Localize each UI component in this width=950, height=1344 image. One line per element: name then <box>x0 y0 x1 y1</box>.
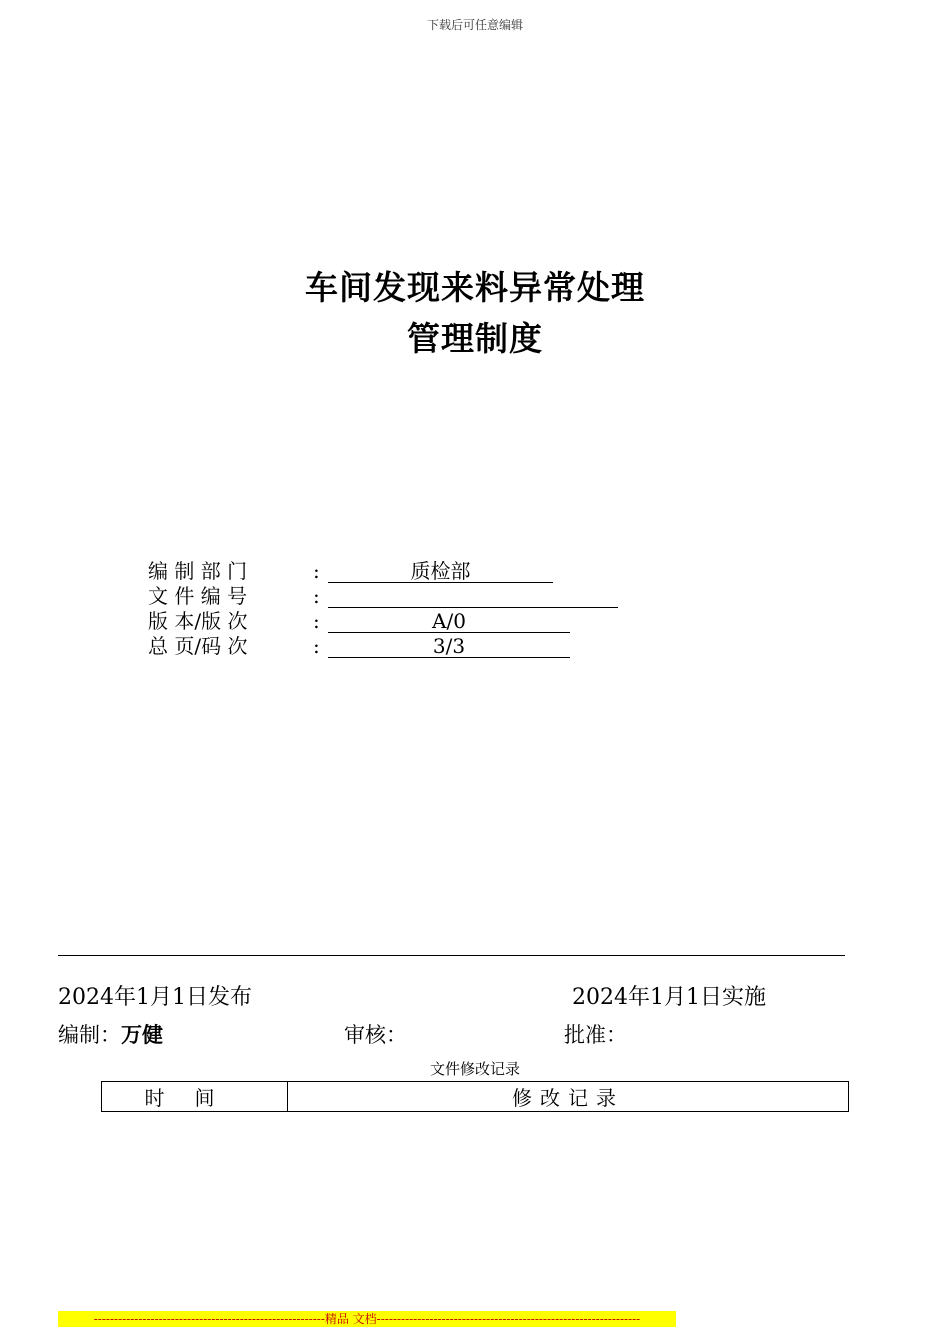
info-colon: : <box>313 559 320 583</box>
revision-header-row <box>102 1082 849 1112</box>
issue-date: 2024年1月1日发布 <box>58 985 252 1010</box>
info-row-pages <box>148 633 466 659</box>
info-label-doc-no: 文 件 编 号 <box>148 584 248 608</box>
info-row-dept <box>148 558 471 584</box>
revision-caption: 文件修改记录 <box>429 1060 520 1078</box>
document-subtitle: 管理制度 <box>407 319 543 358</box>
info-label-pages: 总 页/码 次 <box>148 634 248 658</box>
review-label: 审核： <box>344 1023 407 1047</box>
approve-label: 批准： <box>564 1023 627 1047</box>
divider-line <box>58 955 845 956</box>
footer-banner: ---------------------------------------------------------精品 文档----------------------------------------------------------------- <box>58 1311 676 1327</box>
info-value-dept: 质检部 <box>328 558 553 583</box>
info-label-dept: 编 制 部 门 <box>148 559 248 583</box>
effective-date: 2024年1月1日实施 <box>572 985 766 1010</box>
prepared-name: 万健 <box>121 1023 163 1047</box>
prepared-by <box>58 1019 163 1049</box>
prepared-label: 编制： <box>58 1023 121 1047</box>
info-colon: : <box>313 584 320 608</box>
header-note: 下载后可任意编辑 <box>426 18 523 32</box>
document-title: 车间发现来料异常处理 <box>305 268 645 307</box>
info-colon: : <box>313 609 320 633</box>
info-row-version <box>148 608 466 634</box>
info-row-doc-no <box>148 583 320 609</box>
info-value-version: A/0 <box>328 608 570 633</box>
revision-col-time: 时间 <box>102 1082 288 1112</box>
revision-table <box>101 1081 849 1112</box>
info-value-pages: 3/3 <box>328 633 570 658</box>
info-value-doc-no <box>328 583 618 608</box>
revision-col-record: 修改记录 <box>288 1082 849 1112</box>
info-colon: : <box>313 634 320 658</box>
info-label-version: 版 本/版 次 <box>148 609 248 633</box>
